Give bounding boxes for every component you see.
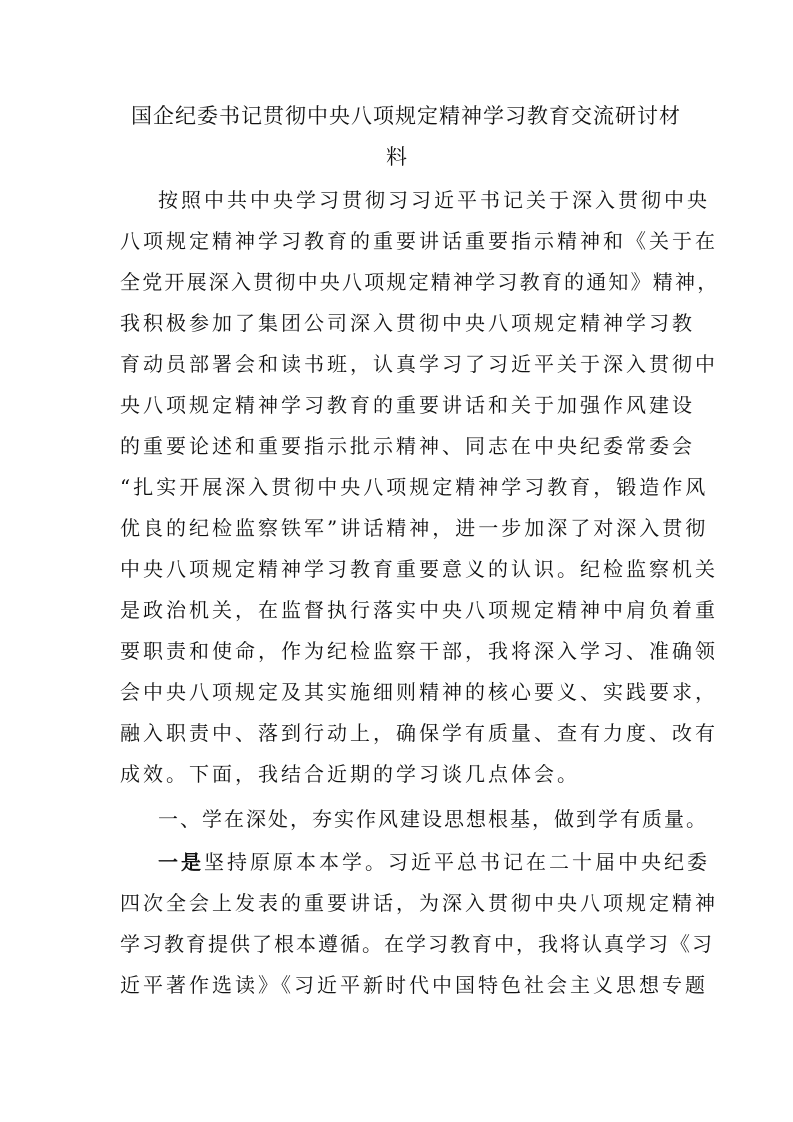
document-title-line-2: 料 <box>386 145 408 169</box>
body-line: 的重要论述和重要指示批示精神、同志在中央纪委常委会 <box>120 434 695 458</box>
body-line: 育动员部署会和读书班，认真学习了习近平关于深入贯彻中 <box>120 352 718 376</box>
body-line: 要职责和使命，作为纪检监察干部，我将深入学习、准确领 <box>120 639 718 663</box>
body-line: 成效。下面，我结合近期的学习谈几点体会。 <box>120 762 580 786</box>
body-line: 近平著作选读》《习近平新时代中国特色社会主义思想专题 <box>120 973 708 997</box>
body-line: 学习教育提供了根本遵循。在学习教育中，我将认真学习《习 <box>120 932 714 956</box>
document-title-line-1: 国企纪委书记贯彻中央八项规定精神学习教育交流研讨材 <box>131 104 681 128</box>
body-line: 八项规定精神学习教育的重要讲话重要指示精神和《关于在 <box>120 229 718 253</box>
body-line: 会中央八项规定及其实施细则精神的核心要义、实践要求， <box>120 680 718 704</box>
body-line: 央八项规定精神学习教育的重要讲话和关于加强作风建设 <box>120 393 695 417</box>
point-text: 坚持原原本本学。习近平总书记在二十届中央纪委 <box>204 850 710 874</box>
section-heading: 一、学在深处，夯实作风建设思想根基，做到学有质量。 <box>158 807 708 831</box>
body-line: 我积极参加了集团公司深入贯彻中央八项规定精神学习教 <box>120 311 695 335</box>
body-line: 融入职责中、落到行动上，确保学有质量、查有力度、改有 <box>120 721 718 745</box>
point-label: 一是 <box>158 850 204 874</box>
body-line: 中央八项规定精神学习教育重要意义的认识。纪检监察机关 <box>120 557 718 581</box>
body-line: 四次全会上发表的重要讲话，为深入贯彻中央八项规定精神 <box>120 891 718 915</box>
body-line: 是政治机关，在监督执行落实中央八项规定精神中肩负着重 <box>120 598 718 622</box>
body-line: “扎实开展深入贯彻中央八项规定精神学习教育，锻造作风 <box>120 475 709 499</box>
body-line: 按照中共中央学习贯彻习习近平书记关于深入贯彻中央 <box>158 188 710 212</box>
body-line: 优良的纪检监察铁军”讲话精神，进一步加深了对深入贯彻 <box>120 516 709 540</box>
point-first-line <box>158 848 710 876</box>
body-line: 全党开展深入贯彻中央八项规定精神学习教育的通知》精神， <box>120 270 720 294</box>
